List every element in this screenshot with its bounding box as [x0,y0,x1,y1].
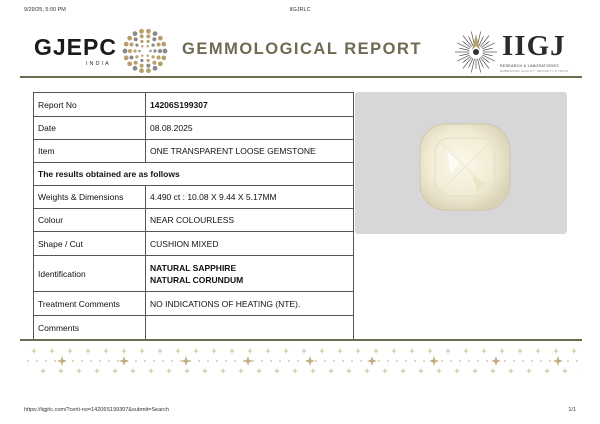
table-row [34,117,354,140]
footer-rule [20,339,582,341]
gjepc-dots-emblem-icon [122,28,168,74]
gjepc-logo [34,28,184,74]
identification-line-1: NATURAL SAPPHIRE [150,262,237,273]
comments-label: Comments [34,316,146,340]
report-no-value: 14206S199307 [146,93,354,117]
identification-line-2: NATURAL CORUNDUM [150,274,244,285]
iigj-logo-tagline: RESEARCH & LABORATORIES [500,64,559,68]
print-header [0,7,600,17]
gjepc-logo-text: GJEPC [34,34,117,60]
colour-label: Colour [34,209,146,232]
gjepc-logo-subtext: INDIA [86,61,111,67]
cushion-gemstone-icon [355,92,567,234]
table-row [34,292,354,316]
table-row [34,209,354,232]
iigj-logo-subtagline: EMBRACING QUALITY, SECURITY & TRUST [500,69,569,73]
decorative-star-pattern-icon [22,343,580,379]
identification-label: Identification [34,256,146,292]
report-no-label: Report No [34,93,146,117]
print-url: https://iigjrlc.com/?certi-no=14206S199307&submit=Search [24,407,169,413]
print-datetime: 9/29/25, 5:00 PM [24,7,66,13]
table-row [34,140,354,163]
treatment-value: NO INDICATIONS OF HEATING (NTE). [146,292,354,316]
print-page-number: 1/1 [568,407,576,413]
date-label: Date [34,117,146,140]
shape-label: Shape / Cut [34,232,146,256]
print-footer [0,407,600,417]
header-rule [20,76,582,78]
item-value: ONE TRANSPARENT LOOSE GEMSTONE [146,140,354,163]
table-row [34,232,354,256]
report-table [33,92,354,340]
table-row [34,163,354,186]
starburst-emblem-icon [454,30,498,74]
table-row [34,316,354,340]
weights-label: Weights & Dimensions [34,186,146,209]
iigj-logo [450,24,580,78]
print-title: IIGJRLC [289,7,311,13]
table-row [34,93,354,117]
table-row [34,186,354,209]
item-label: Item [34,140,146,163]
identification-value [146,256,354,292]
comments-value [146,316,354,340]
shape-value: CUSHION MIXED [146,232,354,256]
weights-value: 4.490 ct : 10.08 X 9.44 X 5.17MM [146,186,354,209]
gem-photo [355,92,567,234]
treatment-label: Treatment Comments [34,292,146,316]
iigj-logo-text: IIGJ [502,30,566,62]
table-row [34,256,354,292]
colour-value: NEAR COLOURLESS [146,209,354,232]
report-title: GEMMOLOGICAL REPORT [182,40,422,58]
date-value: 08.08.2025 [146,117,354,140]
results-section-heading: The results obtained are as follows [34,163,354,186]
